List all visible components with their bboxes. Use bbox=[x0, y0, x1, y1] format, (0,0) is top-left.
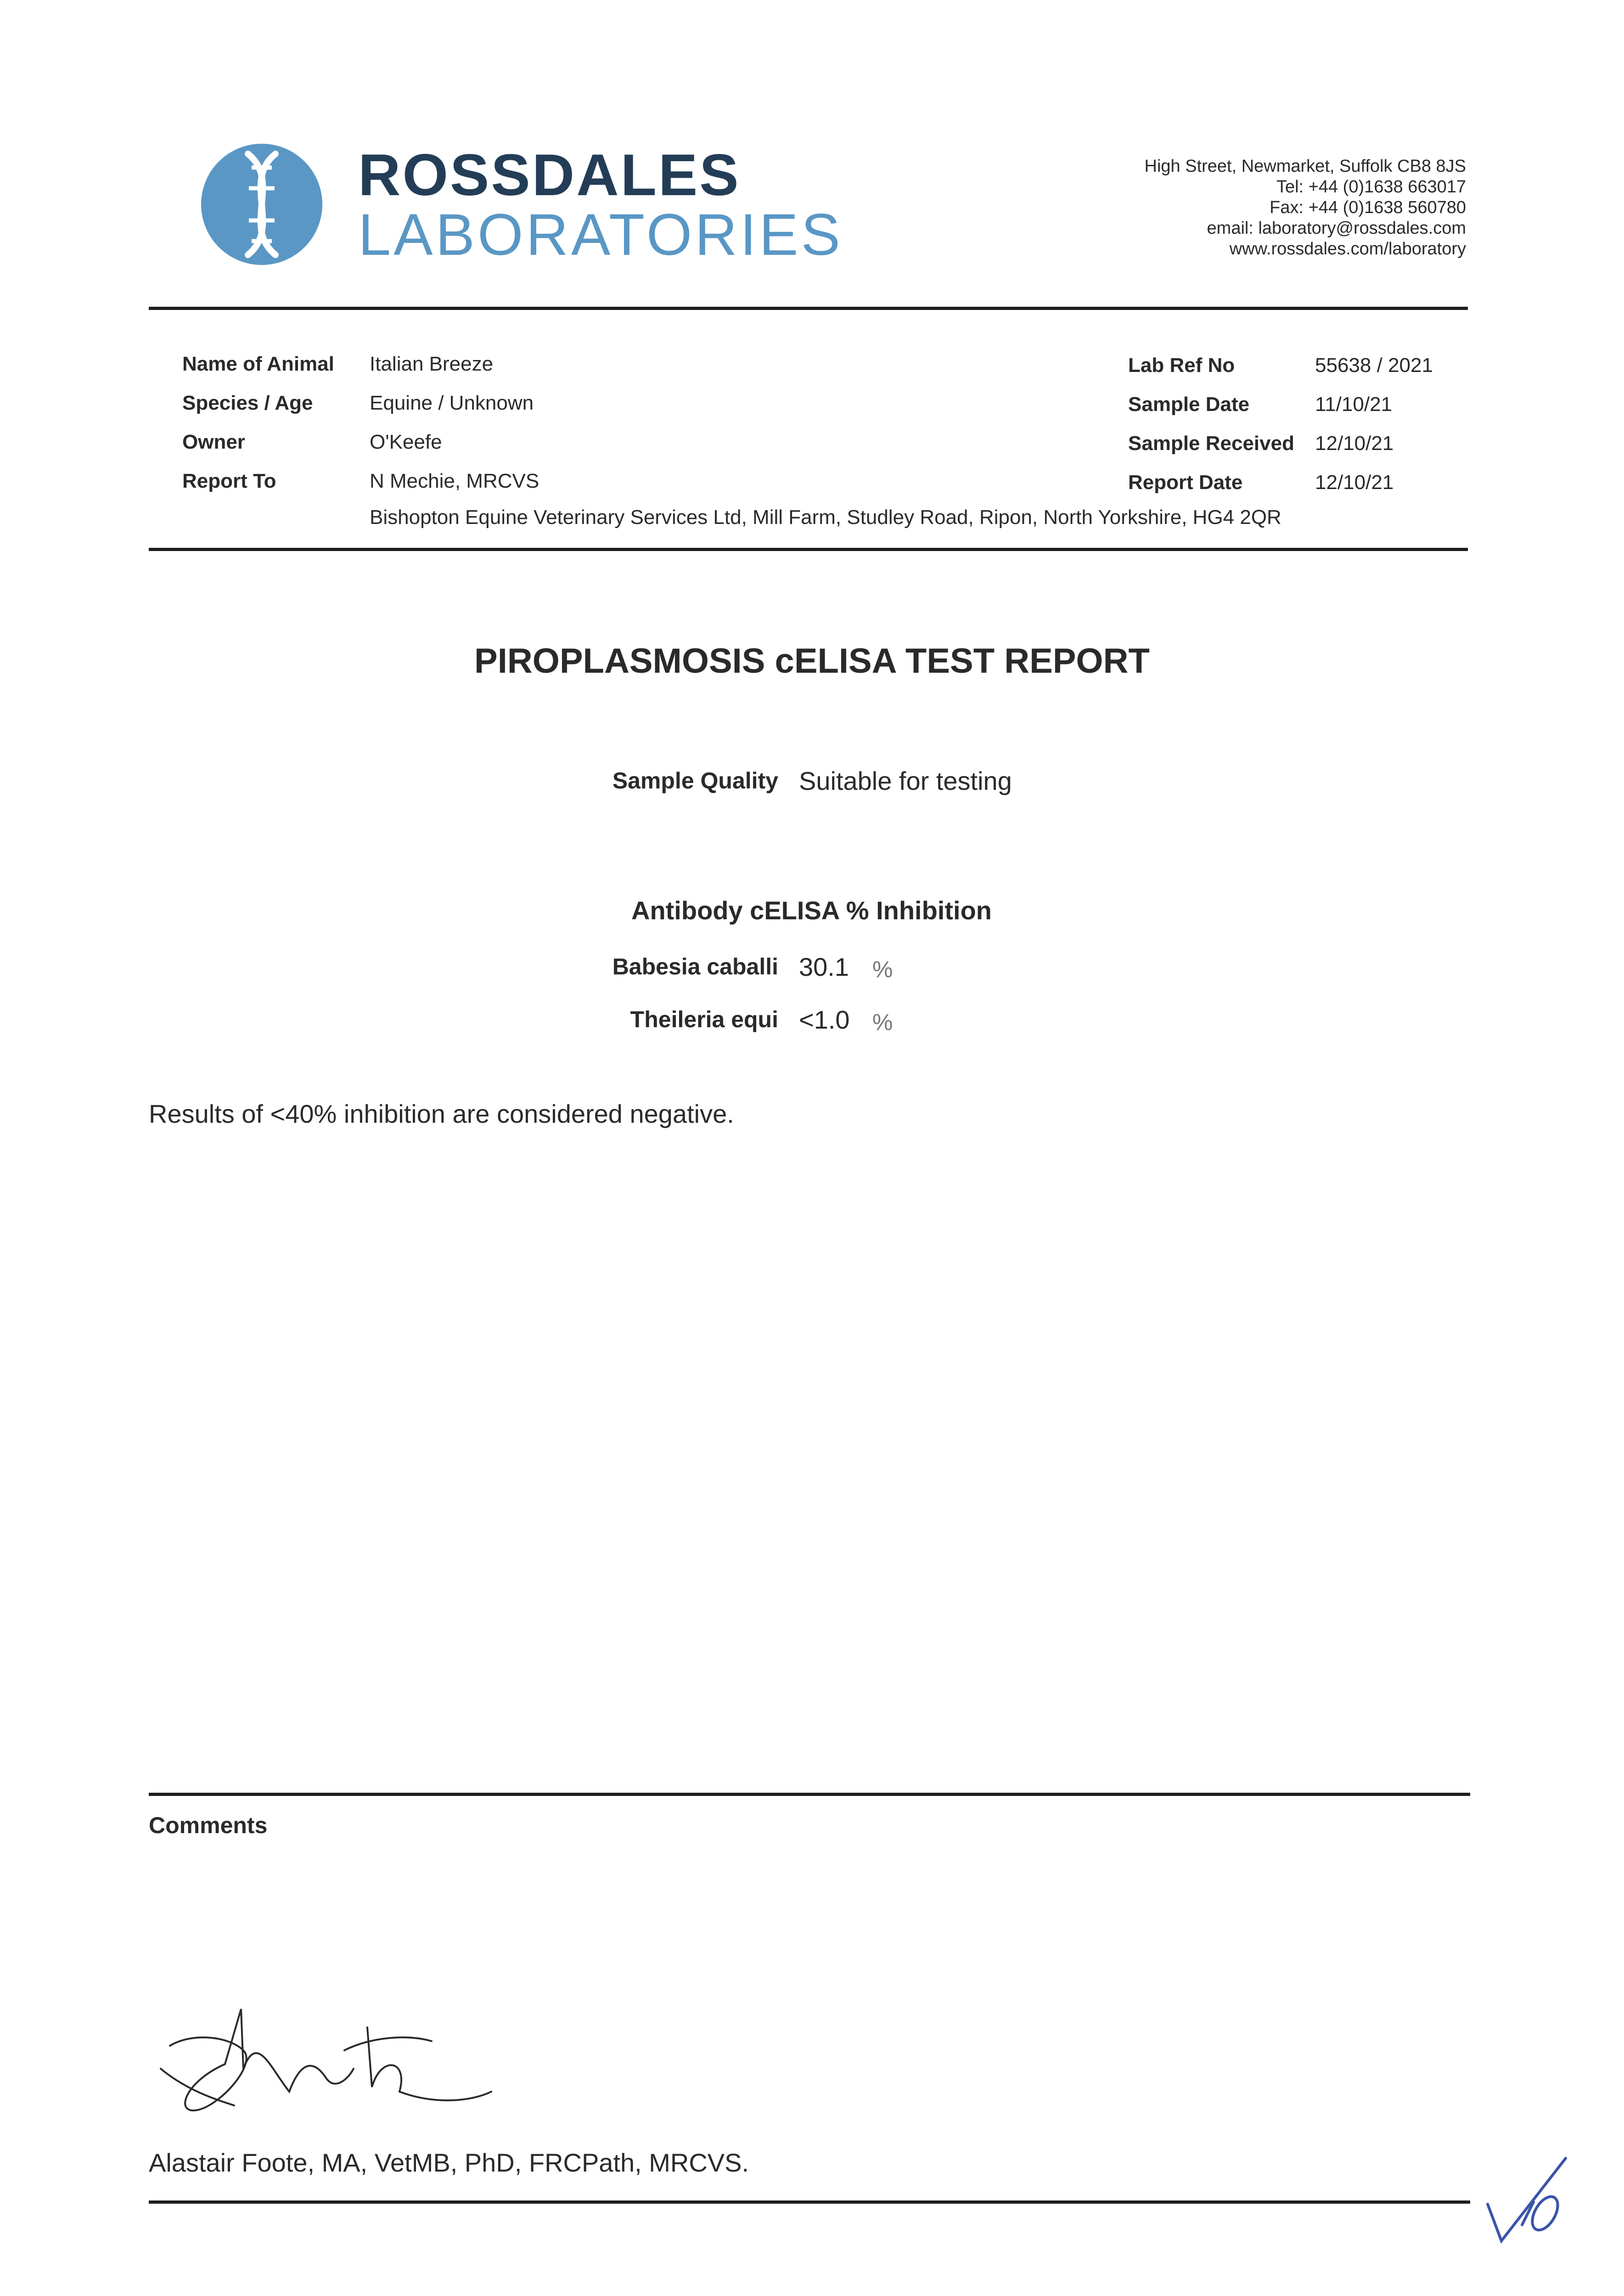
sample-quality-label: Sample Quality bbox=[612, 768, 778, 793]
report-to-address: Bishopton Equine Veterinary Services Ltd, Mill Farm, Studley Road, Ripon, North Yorkshire, HG4 2QR bbox=[370, 506, 1281, 529]
result-unit-babesia: % bbox=[872, 957, 893, 982]
header-divider bbox=[149, 307, 1468, 310]
owner-label: Owner bbox=[182, 431, 245, 453]
owner-value: O'Keefe bbox=[370, 431, 442, 453]
brand-name-line2: LABORATORIES bbox=[358, 202, 843, 268]
species-age-value: Equine / Unknown bbox=[370, 392, 534, 414]
sample-date-label: Sample Date bbox=[1128, 393, 1250, 416]
signatory-name: Alastair Foote, MA, VetMB, PhD, FRCPath, MRCVS. bbox=[149, 2148, 749, 2177]
sample-date-value: 11/10/21 bbox=[1315, 393, 1393, 416]
animal-name-value: Italian Breeze bbox=[370, 353, 494, 375]
result-value-babesia: 30.1 bbox=[799, 952, 849, 981]
lab-ref-label: Lab Ref No bbox=[1128, 354, 1235, 377]
result-name-theileria: Theileria equi bbox=[630, 1007, 778, 1032]
handwritten-page-number bbox=[1478, 2149, 1570, 2255]
report-title: PIROPLASMOSIS cELISA TEST REPORT bbox=[474, 642, 1150, 681]
sample-received-label: Sample Received bbox=[1128, 432, 1294, 455]
species-age-label: Species / Age bbox=[182, 392, 313, 414]
sample-quality-value: Suitable for testing bbox=[799, 766, 1012, 795]
brand-name-line1: ROSSDALES bbox=[358, 142, 741, 208]
lab-ref-value: 55638 / 2021 bbox=[1315, 354, 1433, 377]
contact-fax: Fax: +44 (0)1638 560780 bbox=[1270, 198, 1466, 217]
antibody-heading: Antibody cELISA % Inhibition bbox=[631, 896, 992, 925]
comments-divider bbox=[149, 1793, 1470, 1796]
comments-label: Comments bbox=[149, 1812, 268, 1838]
footer-divider bbox=[149, 2200, 1470, 2204]
signature-scribble bbox=[152, 2000, 500, 2128]
details-divider bbox=[149, 548, 1468, 551]
contact-block bbox=[1145, 156, 1466, 259]
dna-logo-icon bbox=[197, 140, 326, 269]
animal-name-label: Name of Animal bbox=[182, 353, 334, 375]
report-date-label: Report Date bbox=[1128, 471, 1243, 494]
contact-email[interactable]: email: laboratory@rossdales.com bbox=[1207, 219, 1466, 238]
report-to-label: Report To bbox=[182, 470, 276, 492]
report-to-value: N Mechie, MRCVS bbox=[370, 470, 539, 492]
contact-tel: Tel: +44 (0)1638 663017 bbox=[1276, 177, 1466, 197]
result-name-babesia: Babesia caballi bbox=[612, 954, 778, 979]
contact-website[interactable]: www.rossdales.com/laboratory bbox=[1229, 239, 1466, 259]
result-unit-theileria: % bbox=[872, 1009, 893, 1035]
interpretation-note: Results of <40% inhibition are considered negative. bbox=[149, 1099, 734, 1128]
sample-received-value: 12/10/21 bbox=[1315, 432, 1394, 455]
contact-address: High Street, Newmarket, Suffolk CB8 8JS bbox=[1144, 157, 1466, 176]
result-value-theileria: <1.0 bbox=[799, 1005, 850, 1034]
report-date-value: 12/10/21 bbox=[1315, 471, 1394, 494]
